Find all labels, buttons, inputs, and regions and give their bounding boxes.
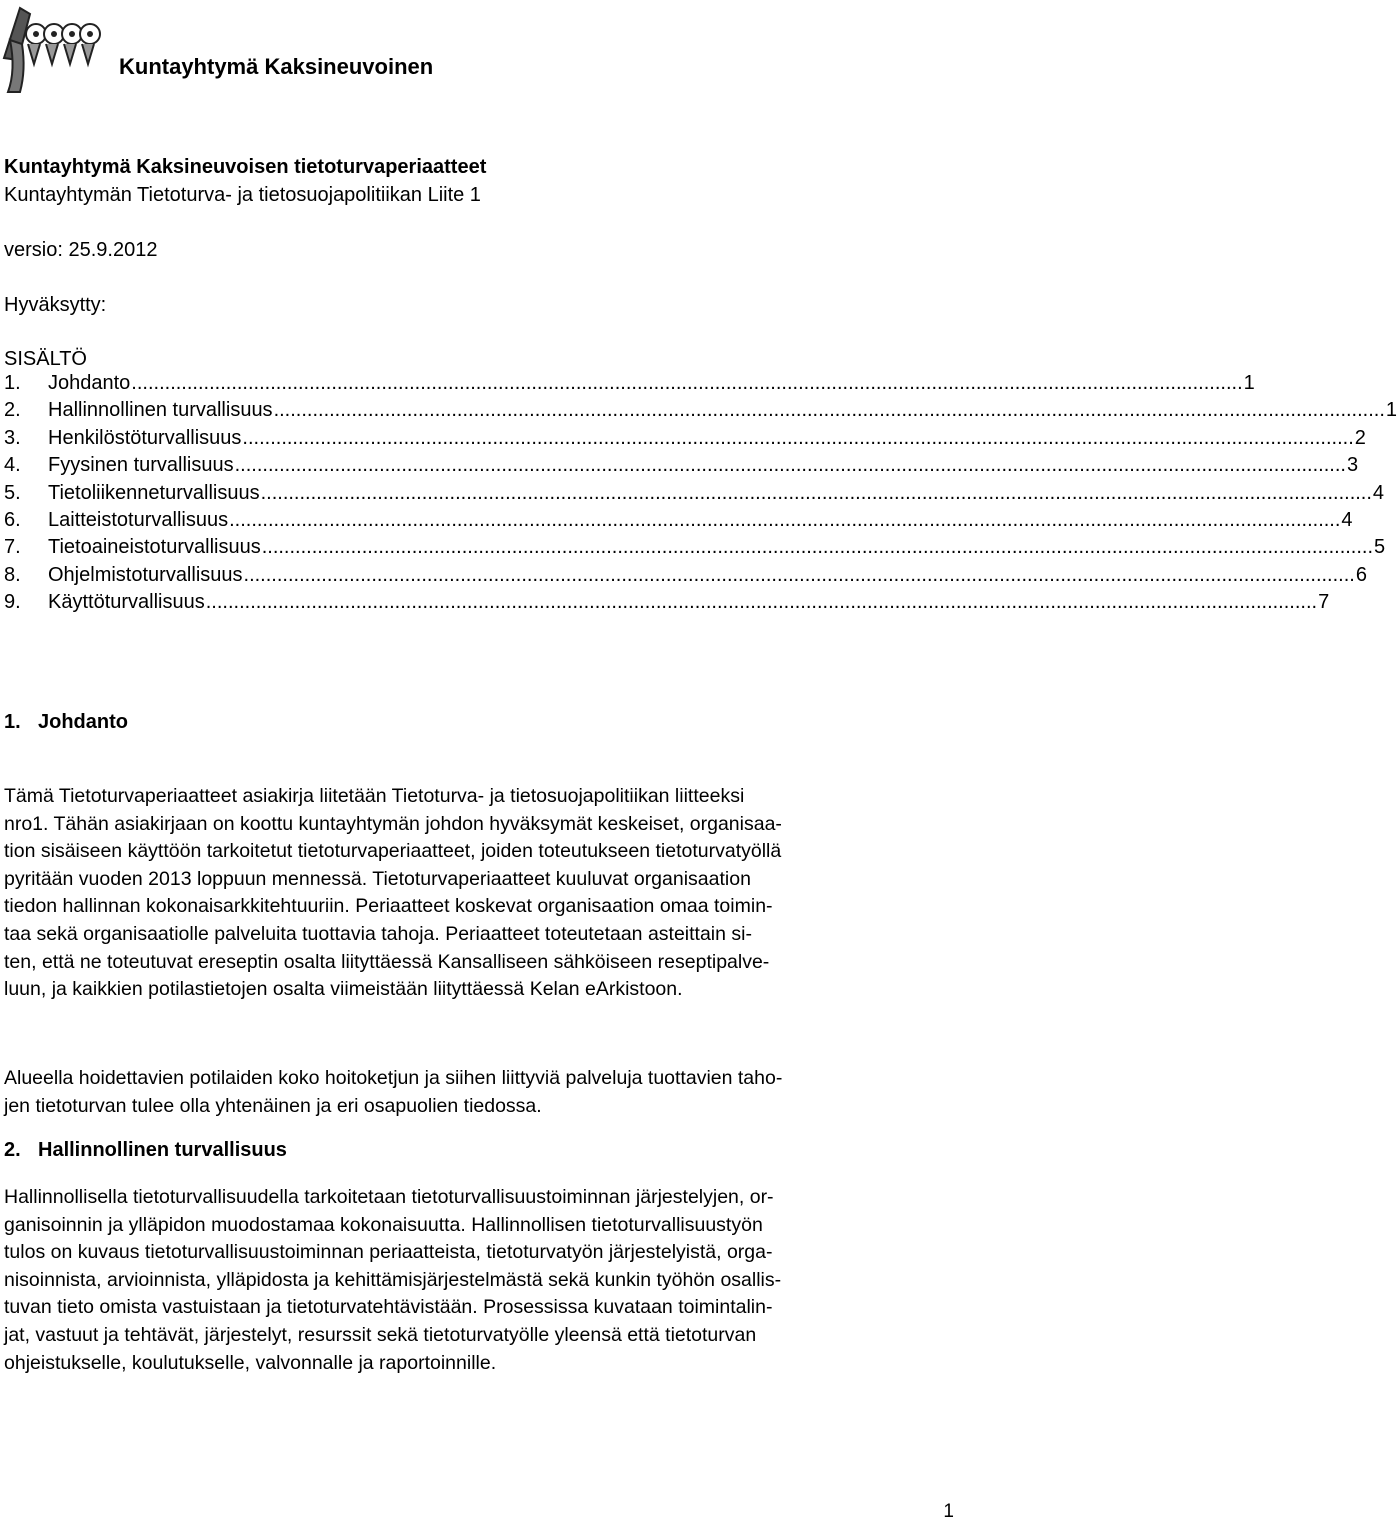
toc-item[interactable] (4, 536, 1386, 563)
toc-item-page: 5 (1374, 536, 1386, 559)
paragraph-administrative-security (4, 1184, 952, 1377)
toc-item[interactable] (4, 372, 1255, 399)
toc-item-page: 4 (1341, 508, 1353, 531)
toc-item-page: 1 (1243, 372, 1255, 394)
toc-item[interactable] (4, 563, 1367, 591)
version-text: versio: 25.9.2012 (4, 239, 158, 261)
toc-leader-dots: ........................................................................................................................................................................................................ (243, 563, 1355, 586)
paragraph-line: tiedon hallinnan kokonaisarkkitehtuuriin. Periaatteet koskevat organisaation omaa toimin- (4, 895, 773, 918)
toc-item-page: 2 (1354, 426, 1366, 449)
section-heading-johdanto (4, 708, 128, 736)
toc-item-number: 7. (4, 536, 21, 559)
toc-item-label: Johdanto (48, 372, 131, 394)
section-number: 2. (4, 1139, 21, 1161)
paragraph-line: ohjeistukselle, koulutukselle, valvonnalle ja raportoinnille. (4, 1351, 497, 1374)
toc-item-number: 6. (4, 508, 21, 531)
toc-item[interactable] (4, 508, 1353, 536)
document-title (4, 153, 486, 209)
toc-leader-dots: ........................................................................................................................................................................................................ (273, 399, 1385, 422)
toc-leader-dots: ........................................................................................................................................................................................................ (131, 372, 1243, 394)
paragraph-line: tion sisäiseen käyttöön tarkoitetut tietoturvaperiaatteet, joiden toteutukseen tietoturvatyöllä (4, 840, 782, 863)
paragraph-line: Alueella hoidettavien potilaiden koko hoitoketjun ja siihen liittyviä palveluja tuottavien taho- (4, 1067, 783, 1089)
toc-item[interactable] (4, 426, 1366, 454)
document-subtitle: Kuntayhtymän Tietoturva- ja tietosuojapolitiikan Liite 1 (4, 184, 481, 206)
organization-name: Kuntayhtymä Kaksineuvoinen (119, 54, 434, 79)
toc-item-label: Fyysinen turvallisuus (48, 454, 234, 477)
toc-item-number: 3. (4, 426, 21, 449)
paragraph-line: Tämä Tietoturvaperiaatteet asiakirja liitetään Tietoturva- ja tietosuojapolitiikan liitteeksi (4, 785, 745, 807)
toc-item-number: 2. (4, 399, 21, 422)
document-title-main: Kuntayhtymä Kaksineuvoisen tietoturvaperiaatteet (4, 156, 487, 178)
toc-item-number: 4. (4, 454, 21, 477)
paragraph-line: ganisoinnin ja ylläpidon muodostamaa kokonaisuutta. Hallinnollisen tietoturvallisuustyön (4, 1213, 763, 1236)
toc-item[interactable] (4, 591, 1330, 618)
toc-item-page: 7 (1318, 591, 1330, 614)
toc-item-number: 1. (4, 372, 21, 394)
paragraph-line: Hallinnollisella tietoturvallisuudella tarkoitetaan tietoturvallisuustoiminnan järjestelyjen, or- (4, 1186, 774, 1208)
toc-leader-dots: ........................................................................................................................................................................................................ (260, 481, 1372, 504)
toc-leader-dots: ........................................................................................................................................................................................................ (205, 591, 1318, 614)
toc-item-label: Hallinnollinen turvallisuus (48, 399, 273, 422)
toc-item-page: 3 (1346, 454, 1359, 477)
toc-item-page: 1 (1385, 399, 1397, 422)
section-title: Hallinnollinen turvallisuus (38, 1139, 287, 1161)
toc-item-label: Ohjelmistoturvallisuus (48, 563, 243, 586)
section-title: Johdanto (38, 711, 128, 733)
toc-item-page: 4 (1372, 481, 1385, 504)
paragraph-care-chain (4, 1065, 952, 1120)
toc-item-label: Tietoaineistoturvallisuus (48, 536, 261, 559)
paragraph-line: pyritään vuoden 2013 loppuun mennessä. Tietoturvaperiaatteet kuuluvat organisaation (4, 867, 751, 890)
paragraph-line: nro1. Tähän asiakirjaan on koottu kuntayhtymän johdon hyväksymät keskeiset, organisaa- (4, 812, 782, 835)
page-number: 1 (943, 1501, 954, 1522)
section-heading-hallinnollinen (4, 1136, 287, 1164)
toc-leader-dots: ........................................................................................................................................................................................................ (242, 426, 1354, 449)
toc-item-label: Käyttöturvallisuus (48, 591, 205, 614)
organization-logo (0, 0, 108, 100)
toc-item[interactable] (4, 399, 1397, 426)
toc-leader-dots: ........................................................................................................................................................................................................ (234, 454, 1346, 477)
paragraph-line: jat, vastuut ja tehtävät, järjestelyt, resurssit sekä tietoturvatyölle yleensä että tietoturvan (4, 1323, 757, 1346)
toc-item-number: 8. (4, 563, 21, 586)
toc-item-number: 9. (4, 591, 21, 614)
paragraph-line: ten, että ne toteutuvat ereseptin osalta liityttäessä Kansalliseen sähköiseen reseptipalve- (4, 950, 770, 973)
paragraph-line: tuvan tieto omista vastuistaan ja tietoturvatehtävistään. Prosessissa kuvataan toimintalin- (4, 1296, 773, 1319)
toc-item[interactable] (4, 481, 1385, 509)
toc-item-page: 6 (1355, 563, 1367, 586)
toc-leader-dots: ........................................................................................................................................................................................................ (261, 536, 1374, 559)
table-of-contents (4, 372, 1397, 619)
toc-item-number: 5. (4, 481, 21, 504)
approved-text: Hyväksytty: (4, 294, 107, 316)
toc-item-label: Laitteistoturvallisuus (48, 508, 229, 531)
toc-item-label: Tietoliikenneturvallisuus (48, 481, 260, 504)
toc-item-label: Henkilöstöturvallisuus (48, 426, 242, 449)
paragraph-line: nisoinnista, arvioinnista, ylläpidosta ja kehittämisjärjestelmästä sekä kunkin työhön osallis- (4, 1268, 782, 1291)
toc-item[interactable] (4, 454, 1359, 481)
toc-leader-dots: ........................................................................................................................................................................................................ (229, 508, 1341, 531)
paragraph-line: tulos on kuvaus tietoturvallisuustoiminnan periaatteista, tietoturvatyön järjestelyistä, orga- (4, 1241, 773, 1264)
paragraph-line: luun, ja kaikkien potilastietojen osalta viimeistään liityttäessä Kelan eArkistoon. (4, 978, 683, 1001)
section-number: 1. (4, 711, 21, 733)
paragraph-line: jen tietoturvan tulee olla yhtenäinen ja eri osapuolien tiedossa. (4, 1094, 542, 1117)
paragraph-line: taa sekä organisaatiolle palveluita tuottavia tahoja. Periaatteet toteutetaan asteittain si- (4, 922, 752, 945)
paragraph-introduction (4, 783, 952, 1004)
toc-heading: SISÄLTÖ (4, 348, 87, 370)
